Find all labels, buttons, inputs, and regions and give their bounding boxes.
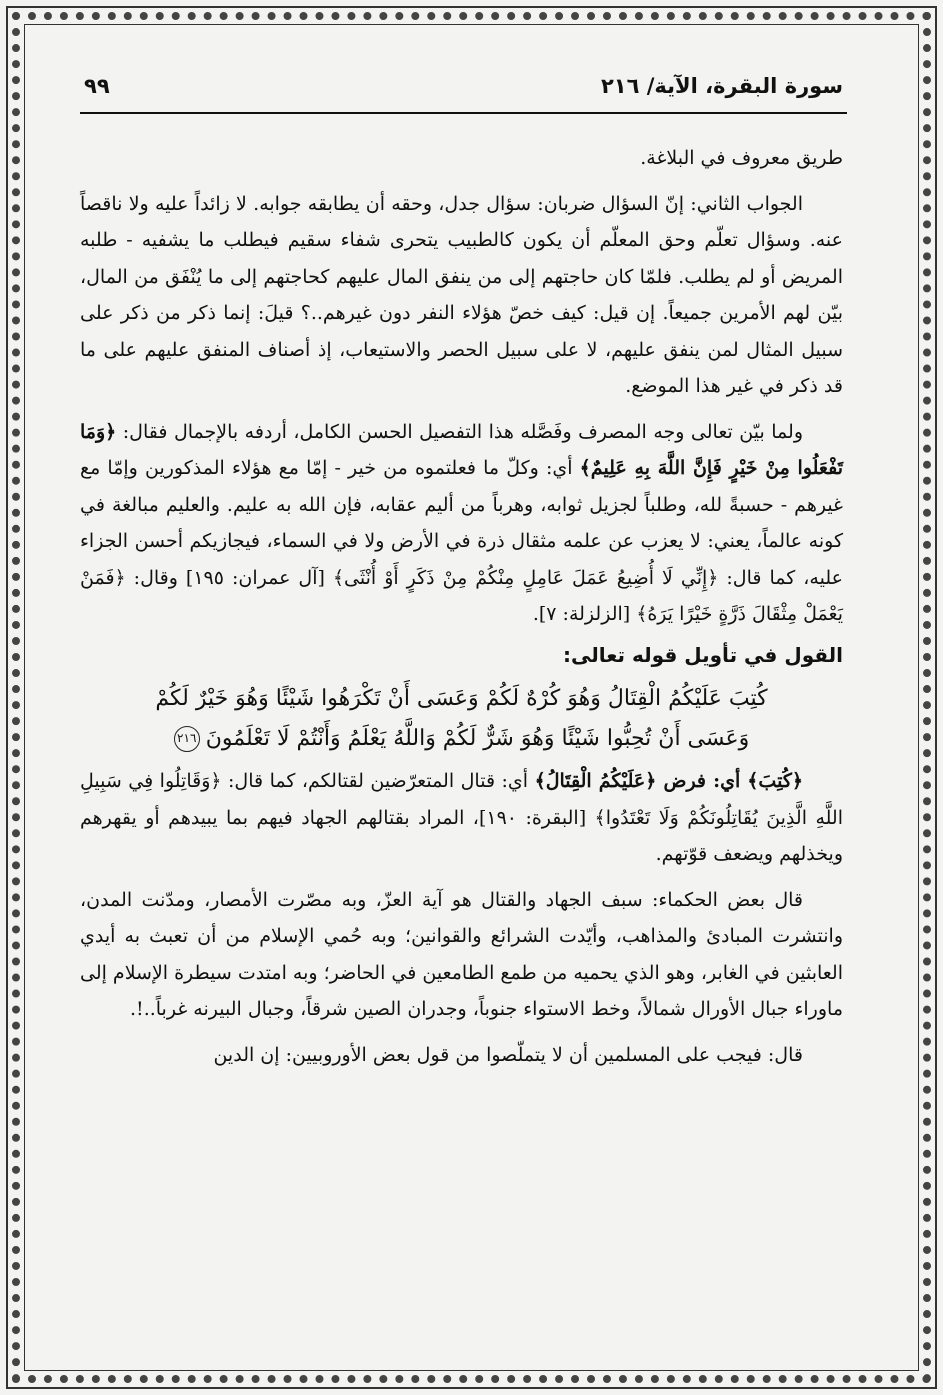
paragraph-3-intro: ولما بيّن تعالى وجه المصرف وفَصَّله هذا التفصيل الحسن الكامل، أردفه بالإجمال فقال: [116, 420, 803, 443]
header-rule [80, 112, 847, 114]
header-title: سورة البقرة، الآية/ ٢١٦ [600, 74, 843, 98]
verse-block [80, 679, 843, 759]
page-body [80, 140, 843, 1073]
quran-quote-1: ﴿وَمَا تَفْعَلُوا مِنْ خَيْرٍ فَإِنَّ اللَّهَ بِهِ عَلِيمٌ﴾ [80, 420, 843, 479]
paragraph-1: طريق معروف في البلاغة. [640, 147, 843, 169]
paragraph-3 [80, 414, 843, 633]
ayah-number-mark: ٢١٦ [174, 726, 200, 752]
paragraph-6: قال: فيجب على المسلمين أن لا يتملّصوا من قول بعض الأوروبيين: إن الدين [213, 1043, 803, 1066]
paragraph-4-rest: أي: قتال المتعرّضين لقتالكم، كما قال: ﴿وَقَاتِلُوا فِي سَبِيلِ اللَّهِ الَّذِينَ يُقَاتِلُونَكُمْ وَلَا تَعْتَدُوا﴾ [البقرة: ١٩٠]، المراد بقتالهم الجهاد فيهم بما يبيدهم أو يقهرهم ويخذلهم ويضعف قوّتهم. [80, 770, 843, 865]
running-header [84, 68, 843, 108]
paragraph-3-rest: أي: وكلّ ما فعلتموه من خير - إمّا مع هؤلاء المذكورين وإمّا مع غيرهم - حسبةً لله، وطلباً لجزيل ثوابه، وهرباً من أليم عقابه، فإن الله به عليم. والعليم مبالغة في كونه عالماً، يعني: لا يعزب عن علمه مثقال ذرة في الأرض ولا في السماء، فيجازيكم أحسن الجزاء عليه، كما قال: ﴿إِنِّي لَا أُضِيعُ عَمَلَ عَامِلٍ مِنْكُمْ مِنْ ذَكَرٍ أَوْ أُنْثَى﴾ [آل عمران: ١٩٥] وقال: ﴿فَمَنْ يَعْمَلْ مِثْقَالَ ذَرَّةٍ خَيْرًا يَرَهُ﴾ [الزلزلة: ٧]. [80, 457, 843, 625]
verse-line-2 [80, 719, 843, 759]
quran-quote-2: ﴿عَلَيْكُمُ الْقِتَالُ﴾ [534, 770, 657, 792]
verse-line-1: كُتِبَ عَلَيْكُمُ الْقِتَالُ وَهُوَ كُرْهٌ لَكُمْ وَعَسَى أَنْ تَكْرَهُوا شَيْئًا وَهُوَ خَيْرٌ لَكُمْ [155, 686, 768, 711]
verse-line-2-text: وَعَسَى أَنْ تُحِبُّوا شَيْئًا وَهُوَ شَرٌّ لَكُمْ وَاللَّهُ يَعْلَمُ وَأَنْتُمْ لَا تَعْلَمُونَ [205, 726, 750, 751]
paragraph-4-intro: ﴿كُتِبَ﴾ أي: فرض [656, 770, 804, 792]
page-number: ٩٩ [84, 74, 110, 98]
paragraph-4 [80, 763, 843, 873]
paragraph-5: قال بعض الحكماء: سبف الجهاد والقتال هو آية العزّ، وبه مصّرت الأمصار، ومدّنت المدن، وانتشرت المبادئ والمذاهب، وأيّدت الشرائع والقوانين؛ وبه حُمي الإسلام من أن تعبث به أيدي العابثين في الغابر، وهو الذي يحميه من طمع الطامعين في الحاضر؛ وبه امتدت سيطرة الإسلام إلى ماوراء جبال الأورال شمالاً، وخط الاستواء جنوباً، وجدران الصين شرقاً، وجبال البيرنه غرباً..!. [79, 888, 843, 1020]
section-heading: القول في تأويل قوله تعالى: [563, 642, 843, 667]
paragraph-2: الجواب الثاني: إنّ السؤال ضربان: سؤال جدل، وحقه أن يطابقه جوابه. لا زائداً عليه ولا ناقصاً عنه. وسؤال تعلّم وحق المعلّم أن يكون كالطبيب يتحرى شفاء سقيم فيطلب ما يشفيه - طلبه المريض أو لم يطلب. فلمّا كان حاجتهم إلى من ينفق المال عليهم كحاجتهم إلى ما يُنْفَق من المال، بيّن لهم الأمرين جميعاً. إن قيل: كيف خصّ هؤلاء النفر دون غيرهم..؟ قيلَ: إنما ذكر من ذكر على سبيل المثال لمن ينفق عليهم، لا على سبيل الحصر والاستيعاب، إذ أصناف المنفق عليهم على ما قد ذكر في غير هذا الموضع. [80, 192, 843, 397]
